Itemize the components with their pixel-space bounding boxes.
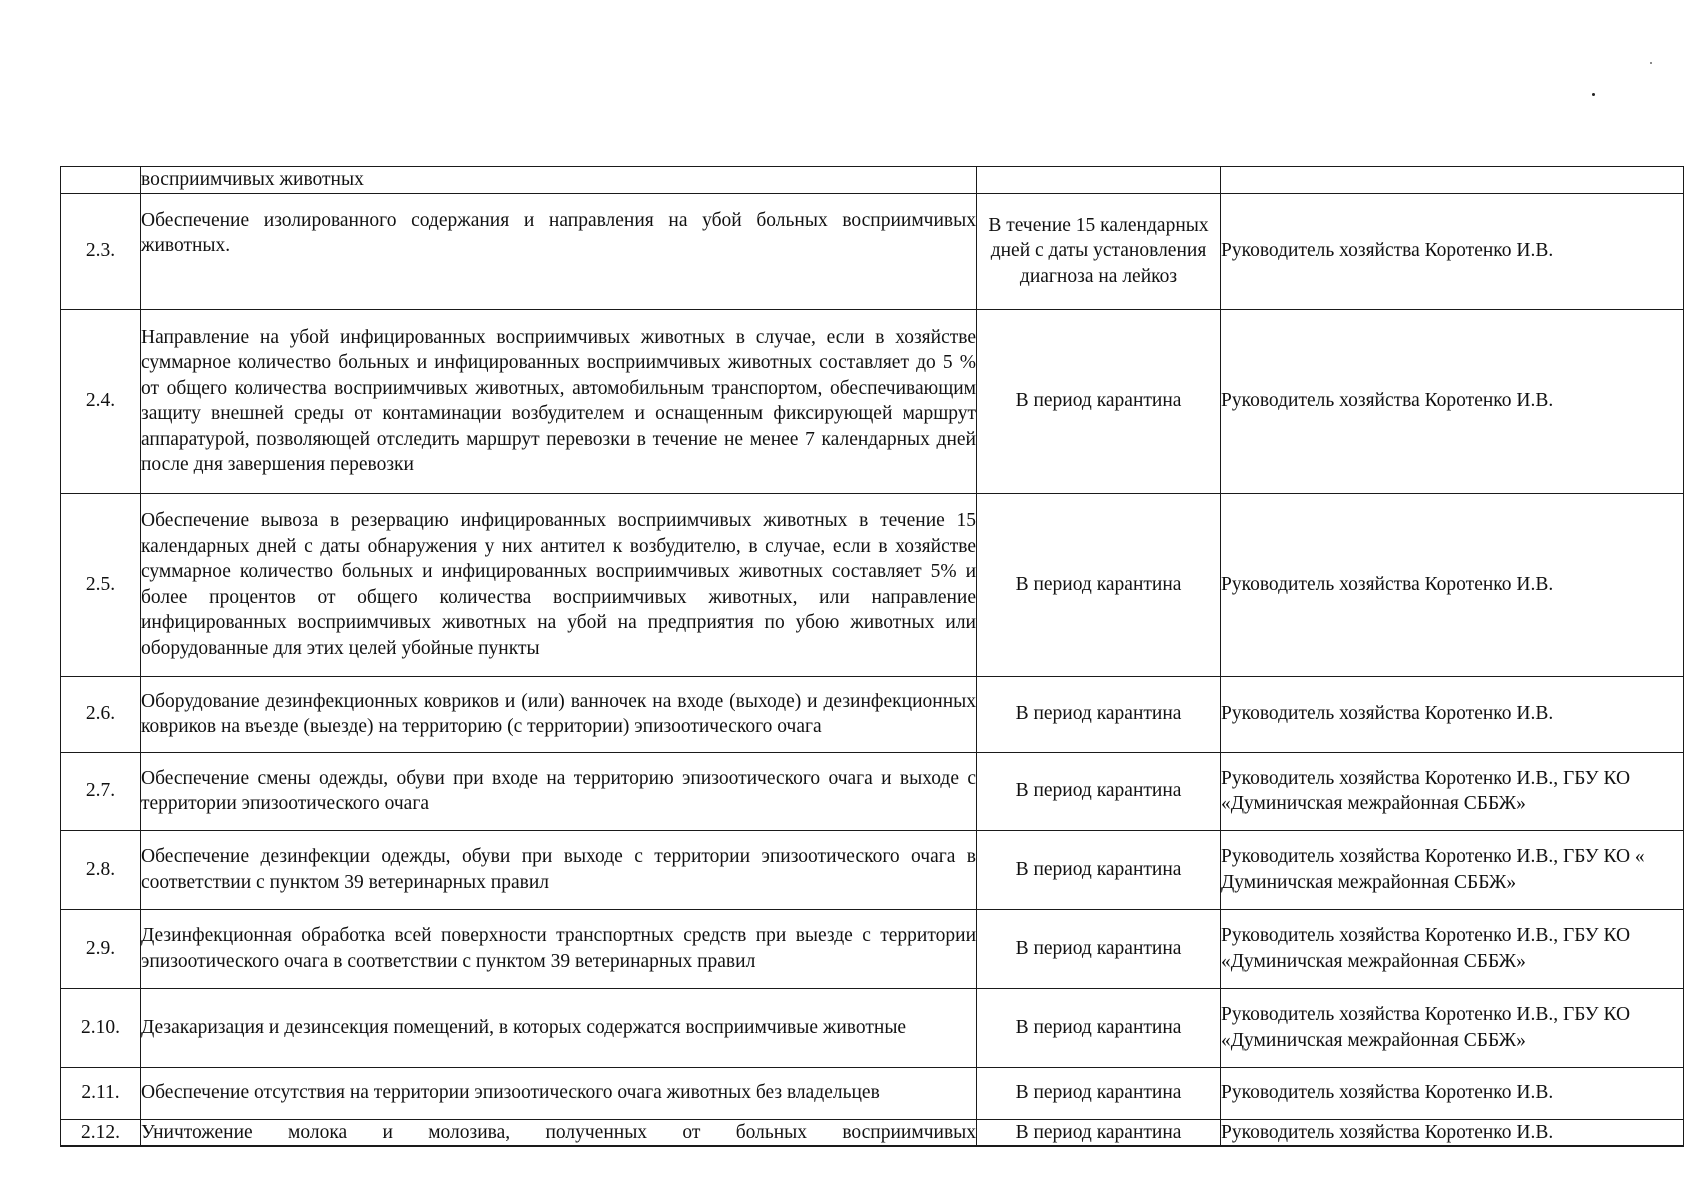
row-number: 2.5. — [61, 493, 141, 676]
measure-responsible: Руководитель хозяйства Коротенко И.В. — [1221, 1067, 1684, 1119]
measure-text: Уничтожение молока и молозива, полученных от больных восприимчивых — [141, 1119, 977, 1146]
measure-text: Обеспечение смены одежды, обуви при входе на территорию эпизоотического очага и выходе с территории эпизоотического очага — [141, 752, 977, 830]
measure-responsible: Руководитель хозяйства Коротенко И.В., ГБУ КО « Думиничская межрайонная СББЖ» — [1221, 830, 1684, 909]
table-row — [61, 167, 1684, 194]
measure-term: В период карантина — [977, 909, 1221, 988]
measure-responsible: Руководитель хозяйства Коротенко И.В. — [1221, 676, 1684, 752]
measure-term — [977, 167, 1221, 194]
table-row — [61, 493, 1684, 676]
measure-term: В период карантина — [977, 1119, 1221, 1146]
measure-text: Дезакаризация и дезинсекция помещений, в которых содержатся восприимчивые животные — [141, 988, 977, 1067]
measure-term: В период карантина — [977, 752, 1221, 830]
scan-speck — [1650, 62, 1652, 64]
measure-responsible: Руководитель хозяйства Коротенко И.В. — [1221, 1119, 1684, 1146]
table-row — [61, 830, 1684, 909]
measure-term: В период карантина — [977, 1067, 1221, 1119]
row-number: 2.9. — [61, 909, 141, 988]
measure-term: В период карантина — [977, 309, 1221, 493]
measure-text: Обеспечение отсутствия на территории эпизоотического очага животных без владельцев — [141, 1067, 977, 1119]
measure-responsible — [1221, 167, 1684, 194]
row-number: 2.10. — [61, 988, 141, 1067]
measure-term: В период карантина — [977, 676, 1221, 752]
row-number: 2.4. — [61, 309, 141, 493]
measure-text: Обеспечение дезинфекции одежды, обуви при выходе с территории эпизоотического очага в соответствии с пунктом 39 ветеринарных правил — [141, 830, 977, 909]
measure-text: Обеспечение изолированного содержания и направления на убой больных восприимчивых животных. — [141, 193, 977, 309]
quarantine-measures-table — [60, 166, 1684, 1147]
row-number: 2.12. — [61, 1119, 141, 1146]
row-number: 2.6. — [61, 676, 141, 752]
measure-text: Дезинфекционная обработка всей поверхности транспортных средств при выезде с территории эпизоотического очага в соответствии с пунктом 39 ветеринарных правил — [141, 909, 977, 988]
table-row — [61, 752, 1684, 830]
measure-term: В течение 15 календарных дней с даты установления диагноза на лейкоз — [977, 193, 1221, 309]
table-row — [61, 909, 1684, 988]
measure-term: В период карантина — [977, 988, 1221, 1067]
measure-text: Направление на убой инфицированных восприимчивых животных в случае, если в хозяйстве суммарное количество больных и инфицированных восприимчивых животных составляет до 5 % от общего количества восприимчивых животных, автомобильным транспортом, обеспечивающим защиту внешней среды от контаминации возбудителем и оснащенным фиксирующей маршрут аппаратурой, позволяющей отследить маршрут перевозки в течение не менее 7 календарных дней после дня завершения перевозки — [141, 309, 977, 493]
measure-text: восприимчивых животных — [141, 167, 977, 194]
row-number: 2.7. — [61, 752, 141, 830]
measure-text: Обеспечение вывоза в резервацию инфицированных восприимчивых животных в течение 15 календарных дней с даты обнаружения у них антител к возбудителю, в случае, если в хозяйстве суммарное количество больных и инфицированных восприимчивых животных составляет 5% и более процентов от общего количества восприимчивых животных, или направление инфицированных восприимчивых животных на убой на предприятия по убою животных или оборудованные для этих целей убойные пункты — [141, 493, 977, 676]
table-row — [61, 988, 1684, 1067]
table-row — [61, 1119, 1684, 1146]
measure-responsible: Руководитель хозяйства Коротенко И.В., ГБУ КО «Думиничская межрайонная СББЖ» — [1221, 988, 1684, 1067]
measure-text: Оборудование дезинфекционных ковриков и (или) ванночек на входе (выходе) и дезинфекционных ковриков на въезде (выезде) на территорию (с территории) эпизоотического очага — [141, 676, 977, 752]
row-number: 2.3. — [61, 193, 141, 309]
row-number: 2.8. — [61, 830, 141, 909]
measure-responsible: Руководитель хозяйства Коротенко И.В., ГБУ КО «Думиничская межрайонная СББЖ» — [1221, 752, 1684, 830]
measure-responsible: Руководитель хозяйства Коротенко И.В., ГБУ КО «Думиничская межрайонная СББЖ» — [1221, 909, 1684, 988]
table-row — [61, 676, 1684, 752]
measure-responsible: Руководитель хозяйства Коротенко И.В. — [1221, 493, 1684, 676]
table-row — [61, 193, 1684, 309]
scan-speck — [1592, 93, 1595, 96]
table-row — [61, 309, 1684, 493]
row-number — [61, 167, 141, 194]
measure-term: В период карантина — [977, 493, 1221, 676]
row-number: 2.11. — [61, 1067, 141, 1119]
table-row — [61, 1067, 1684, 1119]
measure-responsible: Руководитель хозяйства Коротенко И.В. — [1221, 193, 1684, 309]
measure-term: В период карантина — [977, 830, 1221, 909]
measure-responsible: Руководитель хозяйства Коротенко И.В. — [1221, 309, 1684, 493]
